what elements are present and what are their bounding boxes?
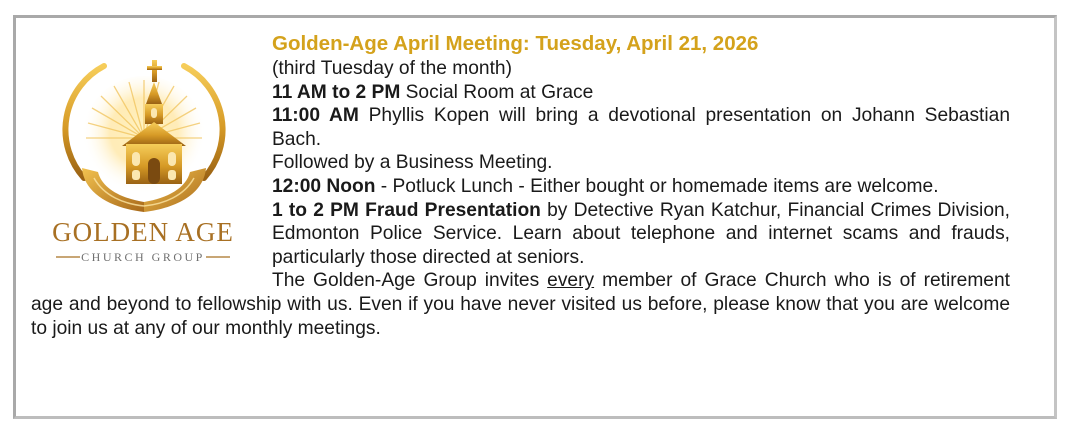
fraud-title: 1 to 2 PM Fraud Presentation — [272, 199, 541, 221]
invitation-after: member of Grace Church who is of retirement age and beyond to fellowship with us. Even if you have never visited us before, please know that you are welcome to join us at any of our monthly meetings. — [31, 270, 1010, 339]
logo-name-line1: GOLDEN AGE — [52, 217, 234, 247]
lunch-text: - Potluck Lunch - Either bought or homemade items are welcome. — [375, 175, 939, 197]
invitation-before: The Golden-Age Group invites — [272, 270, 548, 292]
meeting-title: Golden-Age April Meeting: Tuesday, April 21, 2026 — [272, 32, 759, 55]
meeting-announcement — [31, 30, 1010, 340]
lunch-time: 12:00 Noon — [272, 175, 376, 197]
logo-name-line2: CHURCH GROUP — [81, 250, 205, 264]
business-meeting: Followed by a Business Meeting. — [272, 152, 553, 174]
logo-spacer — [31, 30, 272, 282]
invitation-emphasis: every — [547, 270, 595, 292]
meeting-subtitle: (third Tuesday of the month) — [272, 58, 512, 79]
devotional-text: Phyllis Kopen will bring a devotional presentation on Johann Sebastian Bach. — [272, 105, 1010, 150]
meeting-time: 11 AM to 2 PM — [272, 81, 401, 103]
devotional-time: 11:00 AM — [272, 105, 359, 127]
fraud-text: by Detective Ryan Katchur, Financial Crimes Division, Edmonton Police Service. Learn about telephone and internet scams and frauds, particularly those directed at seniors. — [272, 199, 1010, 268]
meeting-location: Social Room at Grace — [400, 81, 594, 103]
